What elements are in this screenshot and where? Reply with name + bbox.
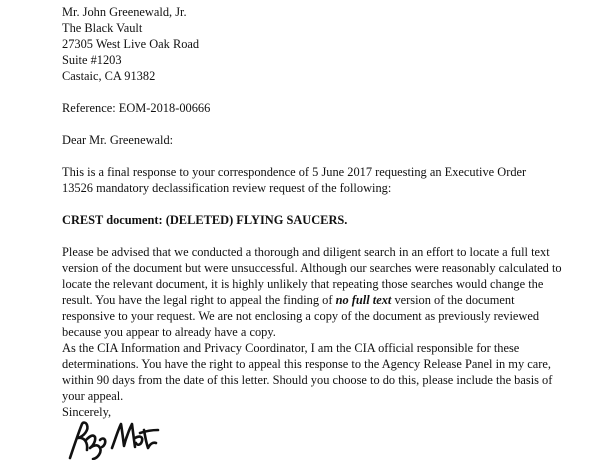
para3-line1: As the CIA Information and Privacy Coordinator, I am the CIA official responsible for these — [62, 341, 520, 355]
para3-line3: within 90 days from the date of this letter. Should you choose to do this, please include the basis of — [62, 373, 553, 387]
para1-line2: 13526 mandatory declassification review request of the following: — [62, 181, 392, 195]
reference-line: Reference: EOM-2018-00666 — [62, 101, 211, 115]
recipient-org: The Black Vault — [62, 21, 143, 35]
para2-line3: locate the relevant document, it is highly unlikely that repeating those searches would change the — [62, 277, 544, 291]
para3-line2: determinations. You have the right to appeal this response to the Agency Release Panel in my care, — [62, 357, 551, 371]
para2-line4 — [62, 292, 515, 308]
salutation: Dear Mr. Greenewald: — [62, 133, 174, 147]
para2-line4-before: result. You have the legal right to appeal the finding of — [62, 293, 336, 307]
para1-line1: This is a final response to your correspondence of 5 June 2017 requesting an Executive Order — [62, 165, 527, 179]
para2-line6: because you appear to already have a copy. — [62, 325, 276, 339]
para2-line4-after: version of the document — [391, 293, 515, 307]
handwritten-signature — [60, 418, 160, 460]
no-full-text-emphasis: no full text — [335, 293, 392, 307]
para2-line1: Please be advised that we conducted a thorough and diligent search in an effort to locate a full text — [62, 245, 550, 259]
para2-line2: version of the document but were unsuccessful. Although our searches were reasonably calculated to — [62, 261, 562, 275]
document-title: CREST document: (DELETED) FLYING SAUCERS. — [62, 213, 348, 227]
recipient-name: Mr. John Greenewald, Jr. — [62, 5, 187, 19]
para3-line4: your appeal. — [62, 389, 124, 403]
recipient-street: 27305 West Live Oak Road — [62, 37, 200, 51]
closing: Sincerely, — [62, 405, 112, 419]
recipient-suite: Suite #1203 — [62, 53, 122, 67]
recipient-city: Castaic, CA 91382 — [62, 69, 156, 83]
para2-line5: responsive to your request. We are not enclosing a copy of the document as previously reviewed — [62, 309, 540, 323]
